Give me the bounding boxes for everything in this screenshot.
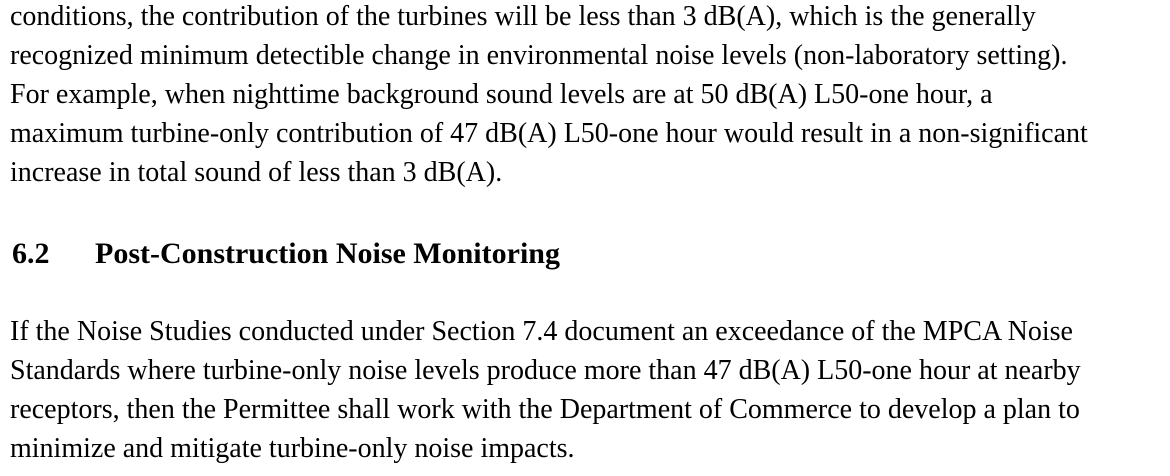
paragraph-line: If the Noise Studies conducted under Section 7.4 document an exceedance of the MPCA Noise [10,316,1073,347]
paragraph-line: receptors, then the Permittee shall work with the Department of Commerce to develop a plan to [10,394,1080,425]
body-paragraph-2 [10,312,1081,468]
paragraph-line: increase in total sound of less than 3 dB(A). [10,157,503,188]
paragraph-line: conditions, the contribution of the turbines will be less than 3 dB(A), which is the generally [10,1,1036,32]
paragraph-line: Standards where turbine-only noise levels produce more than 47 dB(A) L50-one hour at nearby [10,355,1081,386]
paragraph-line: minimize and mitigate turbine-only noise impacts. [10,433,575,464]
section-number: 6.2 [12,237,50,270]
body-paragraph-1 [10,0,1088,192]
paragraph-line: recognized minimum detectible change in environmental noise levels (non-laboratory setting). [10,40,1068,71]
section-heading [12,234,560,273]
paragraph-line: For example, when nighttime background sound levels are at 50 dB(A) L50-one hour, a [10,79,993,110]
paragraph-line: maximum turbine-only contribution of 47 dB(A) L50-one hour would result in a non-significant [10,118,1088,149]
section-title: Post-Construction Noise Monitoring [95,237,560,270]
